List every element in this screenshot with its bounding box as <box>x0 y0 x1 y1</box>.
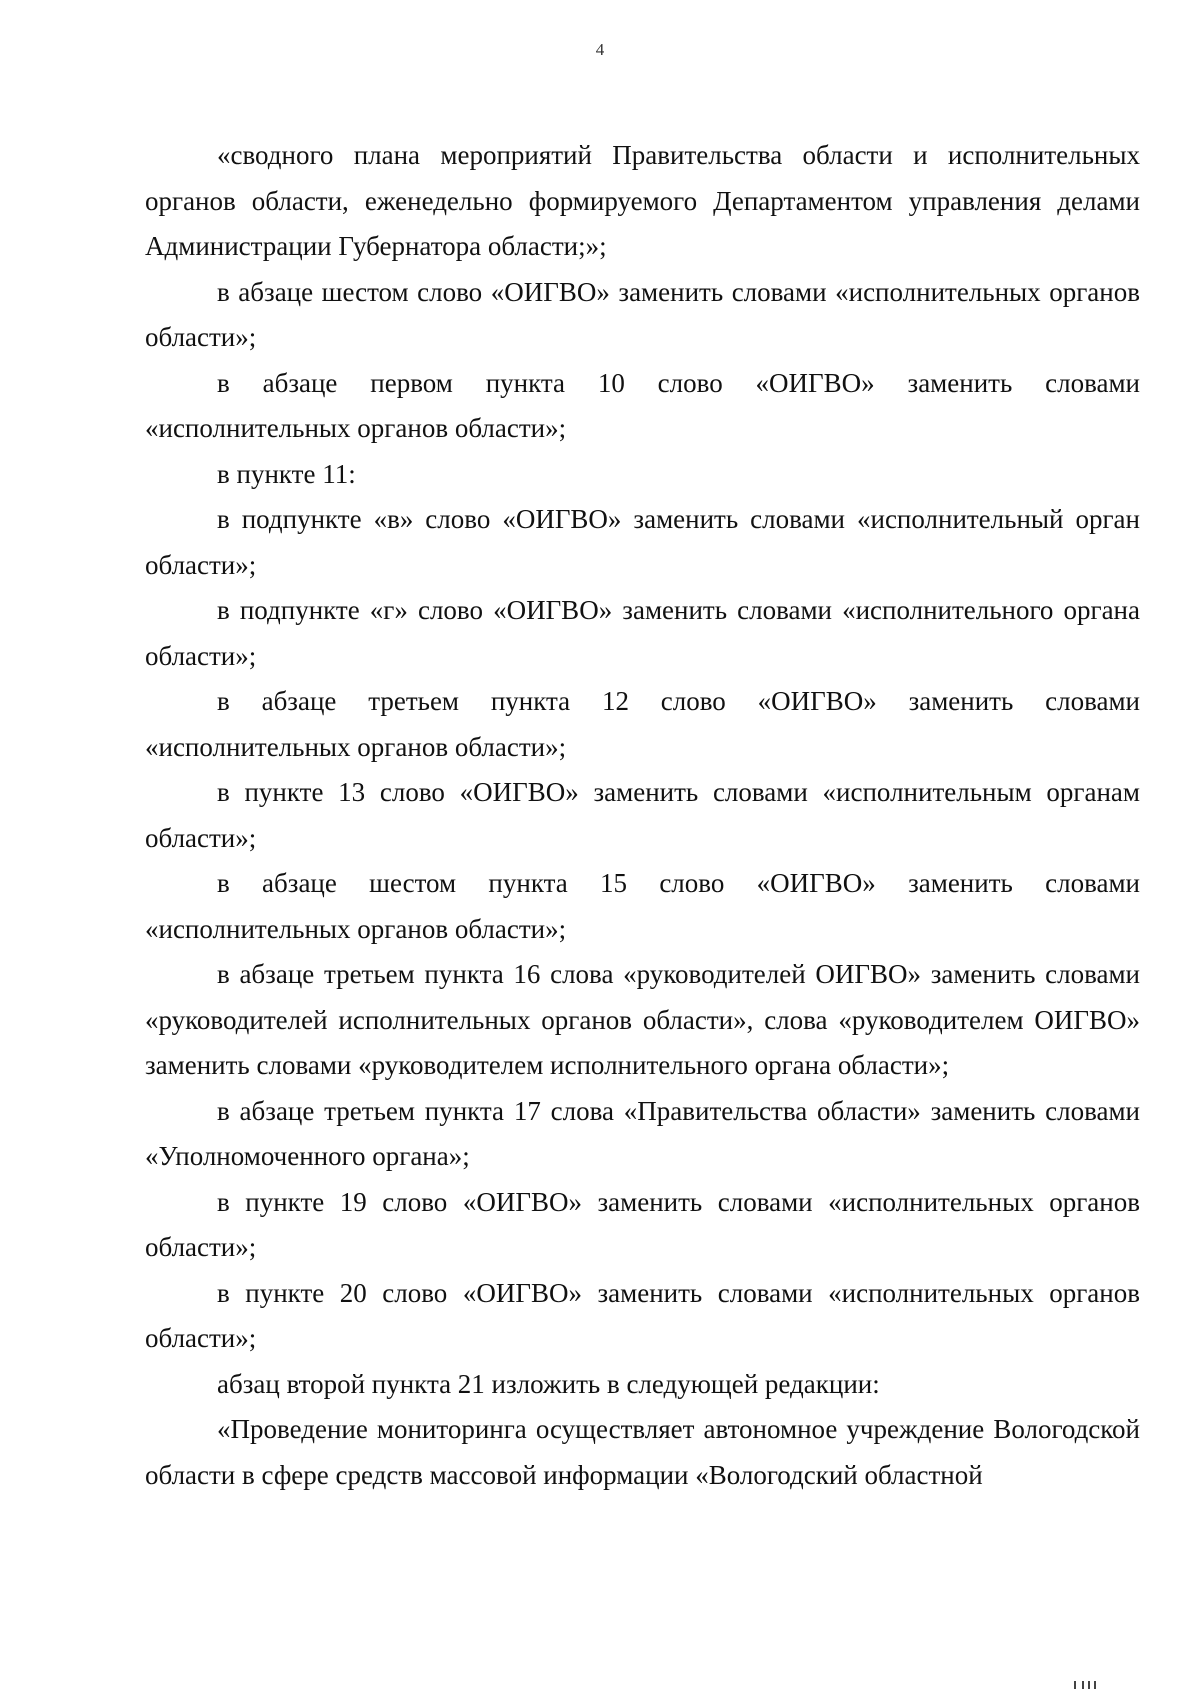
paragraph: в подпункте «в» слово «ОИГВО» заменить словами «исполнительный орган области»; <box>145 504 1140 580</box>
paragraph: в абзаце третьем пункта 16 слова «руководителей ОИГВО» заменить словами «руководителей исполнительных органов области», слова «руководителем ОИГВО» заменить словами «руководителем исполнительного органа области»; <box>145 959 1140 1080</box>
paragraph: в подпункте «г» слово «ОИГВО» заменить словами «исполнительного органа области»; <box>145 595 1140 671</box>
paragraph: в абзаце шестом слово «ОИГВО» заменить словами «исполнительных органов области»; <box>145 276 1140 352</box>
paragraph: в абзаце третьем пункта 12 слово «ОИГВО» заменить словами «исполнительных органов области»; <box>145 686 1140 762</box>
scan-margin-mark <box>1074 1681 1100 1689</box>
paragraph: абзац второй пункта 21 изложить в следующей редакции: <box>217 1368 880 1399</box>
paragraph: «Проведение мониторинга осуществляет автономное учреждение Вологодской области в сфере средств массовой информации «Вологодский областной <box>145 1414 1140 1490</box>
page-number: 4 <box>595 40 605 59</box>
document-body <box>145 133 1140 1498</box>
paragraph: в пункте 13 слово «ОИГВО» заменить словами «исполнительным органам области»; <box>145 777 1140 853</box>
paragraph: в пункте 20 слово «ОИГВО» заменить словами «исполнительных органов области»; <box>145 1277 1140 1353</box>
paragraph: в абзаце шестом пункта 15 слово «ОИГВО» заменить словами «исполнительных органов области»; <box>145 868 1140 944</box>
paragraph: в абзаце третьем пункта 17 слова «Правительства области» заменить словами «Уполномоченного органа»; <box>145 1095 1140 1171</box>
paragraph: «сводного плана мероприятий Правительства области и исполнительных органов области, еженедельно формируемого Департаментом управления делами Администрации Губернатора области;»; <box>145 140 1140 261</box>
paragraph: в пункте 11: <box>217 458 356 489</box>
paragraph: в абзаце первом пункта 10 слово «ОИГВО» заменить словами «исполнительных органов области»; <box>145 367 1140 443</box>
paragraph: в пункте 19 слово «ОИГВО» заменить словами «исполнительных органов области»; <box>145 1186 1140 1262</box>
